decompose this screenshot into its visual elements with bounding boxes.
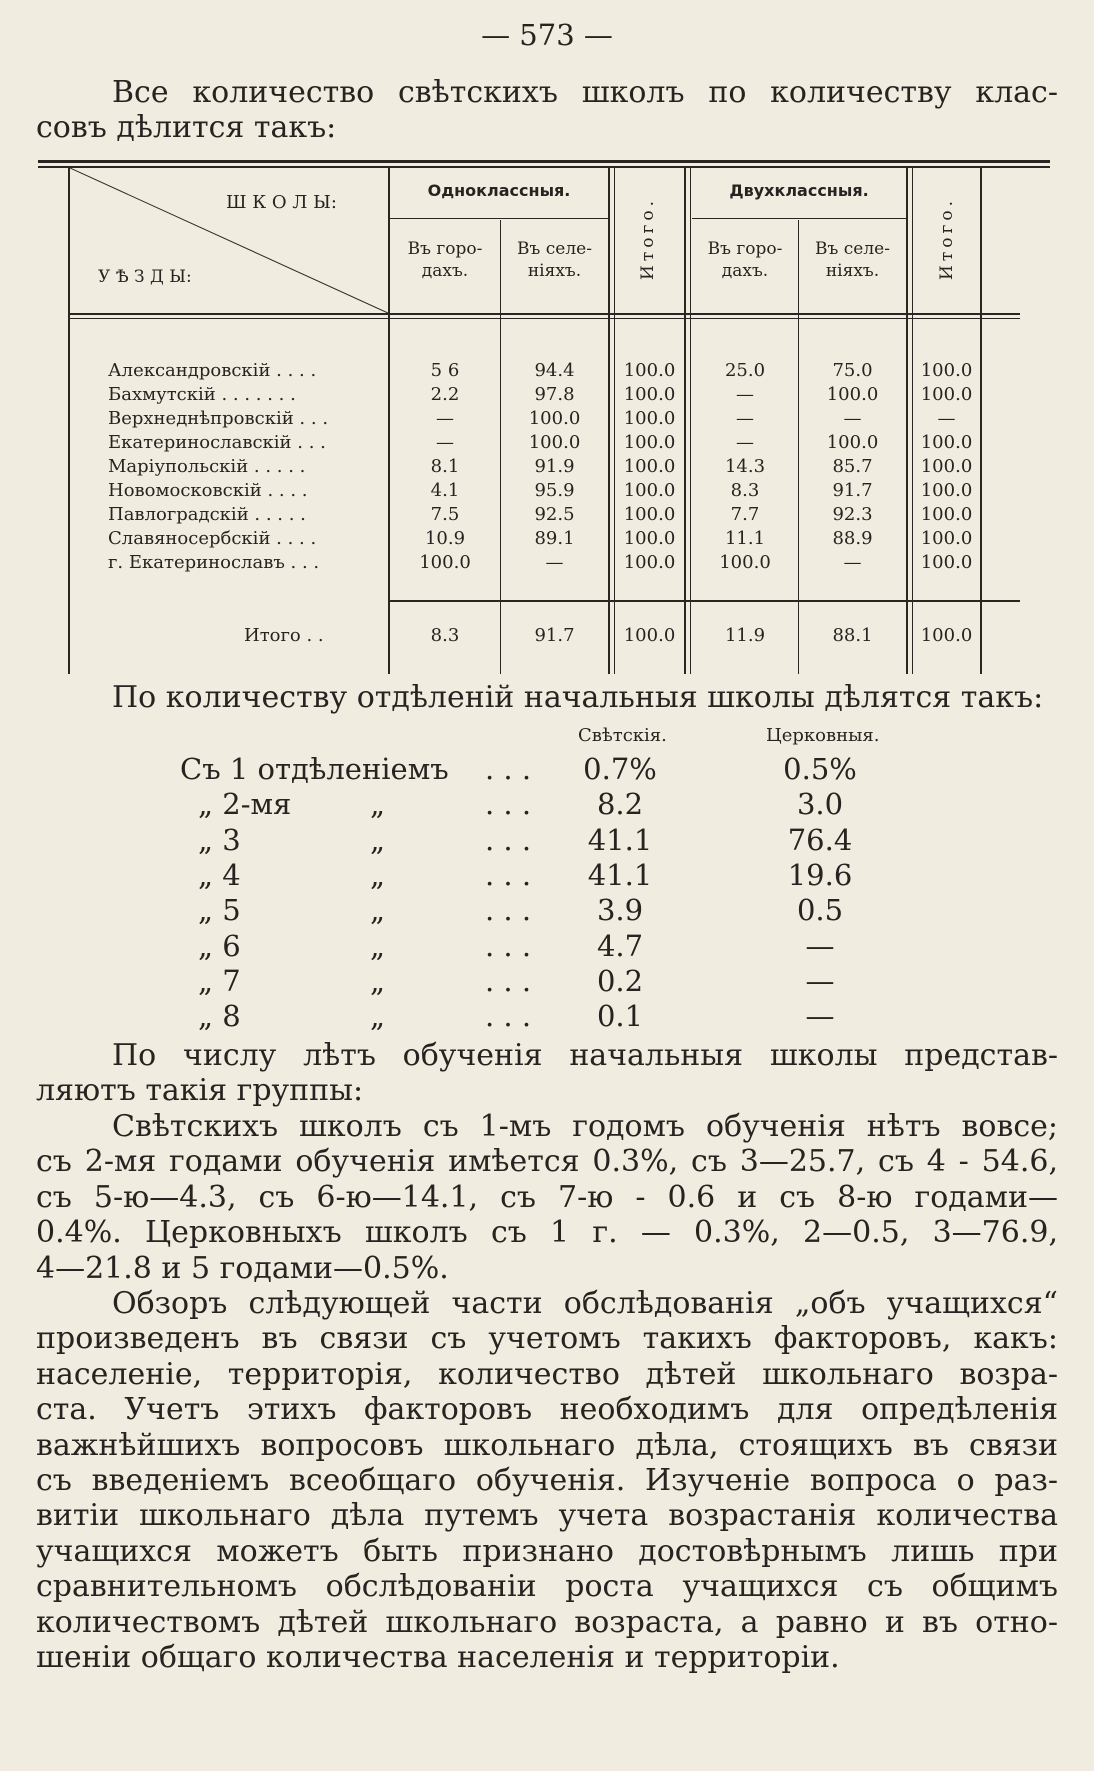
text-line: важнѣйшихъ вопросовъ школьнаго дѣла, стоящихъ въ связи: [36, 1427, 1058, 1463]
secular-value: 41.1: [587, 858, 653, 892]
secular-value: 41.1: [587, 823, 653, 857]
header-line: Въ горо-: [407, 239, 483, 259]
table-cell: 100.0: [920, 384, 973, 405]
ditto-mark: „: [370, 893, 386, 927]
district-name: Бахмутскій . . . . . . .: [108, 384, 296, 405]
text-line: количествомъ дѣтей школьнаго возраста, а равно и въ отно-: [36, 1604, 1058, 1640]
district-name: Маріупольскій . . . . .: [108, 456, 306, 477]
leader-dots: . . .: [485, 999, 532, 1033]
table-cell: 8.3: [430, 625, 460, 646]
header-line: Въ селе-: [517, 239, 592, 259]
header-line: ніяхъ.: [825, 261, 880, 281]
secular-value: 0.2: [596, 964, 644, 998]
dept-row-label: Съ 1 отдѣленіемъ: [180, 752, 449, 786]
secular-value: 8.2: [596, 787, 644, 821]
district-name: Новомосковскій . . . .: [108, 480, 308, 501]
ditto-mark: „: [370, 858, 386, 892]
table-cell: 95.9: [534, 480, 575, 501]
leader-dots: . . .: [485, 893, 532, 927]
table-cell: —: [736, 408, 754, 429]
text-line: съ 2-мя годами обученія имѣется 0.3%, съ 3—25.7, съ 4 - 54.6,: [36, 1144, 1058, 1180]
dept-row-label: „ 7: [198, 964, 241, 998]
table-cell: —: [736, 384, 754, 405]
years-paragraph: [36, 1109, 1058, 1286]
header-line: дахъ.: [721, 261, 769, 281]
leader-dots: . . .: [485, 752, 532, 786]
table-cell: 100.0: [623, 528, 676, 549]
ditto-mark: „: [370, 787, 386, 821]
total-row-label: Итого . .: [244, 625, 324, 646]
table-cell: 100.0: [623, 504, 676, 525]
table-cell: 5 6: [430, 360, 460, 381]
text-line: ста. Учетъ этихъ факторовъ необходимъ для опредѣленія: [36, 1392, 1058, 1428]
text-line: витіи школьнаго дѣла путемъ учета возрастанія количества: [36, 1498, 1058, 1534]
text-line: Обзоръ слѣдующей части обслѣдованія „объ учащихся“: [112, 1286, 1058, 1321]
table-cell: 100.0: [623, 408, 676, 429]
church-value: 19.6: [787, 858, 853, 892]
header-villages: [501, 238, 608, 282]
header-line: дахъ.: [421, 261, 469, 281]
table-cell: 100.0: [419, 552, 471, 573]
header-towns-2: [692, 238, 798, 282]
leader-dots: . . .: [485, 787, 532, 821]
text-line: 0.4%. Церковныхъ школъ съ 1 г. — 0.3%, 2—0.5, 3—76.9,: [36, 1215, 1058, 1251]
header-total-1: Итого.: [638, 196, 658, 280]
church-value: —: [805, 929, 835, 963]
table-cell: —: [843, 408, 862, 429]
church-value: 0.5: [796, 893, 844, 927]
corner-districts-label: У Ѣ З Д Ы:: [98, 267, 192, 287]
table-cell: 100.0: [920, 504, 973, 525]
secular-value: 3.9: [596, 893, 644, 927]
group-label: Двухклассныя.: [729, 181, 869, 200]
table-cell: 100.0: [623, 480, 676, 501]
table-cell: 92.5: [534, 504, 575, 525]
col-church-header: Церковныя.: [766, 725, 880, 746]
table-cell: 100.0: [920, 625, 973, 646]
district-name: Славяносербскій . . . .: [108, 528, 317, 549]
church-value: 0.5%: [783, 752, 857, 786]
table-cell: 100.0: [920, 456, 973, 477]
table-cell: 91.7: [832, 480, 873, 501]
dept-row-label: „ 4: [198, 858, 241, 892]
corner-schools-label: Ш К О Л Ы:: [226, 192, 337, 213]
table-cell: 75.0: [832, 360, 873, 381]
text-line: шеніи общаго количества населенія и территоріи.: [36, 1639, 840, 1675]
secular-value: 0.1: [596, 999, 644, 1033]
dept-row-label: „ 8: [198, 999, 241, 1033]
table-cell: 11.1: [724, 528, 766, 549]
text-line: населеніе, территорія, количество дѣтей школьнаго возра-: [36, 1356, 1058, 1392]
ditto-mark: „: [370, 823, 386, 857]
text-line: По числу лѣтъ обученія начальныя школы представ-: [112, 1038, 1058, 1073]
survey-paragraph: [36, 1286, 1058, 1675]
table-cell: —: [436, 432, 454, 453]
table-cell: 100.0: [920, 432, 973, 453]
table-cell: 100.0: [920, 480, 973, 501]
text-line: съ введеніемъ всеобщаго обученія. Изученіе вопроса о раз-: [36, 1462, 1058, 1498]
district-name: Александровскій . . . .: [108, 360, 317, 381]
dept-row-label: „ 2-мя: [198, 787, 292, 821]
secular-value: 4.7: [596, 929, 644, 963]
leader-dots: . . .: [485, 823, 532, 857]
years-intro-paragraph: [36, 1038, 1058, 1109]
text-line: Все количество свѣтскихъ школъ по количеству клас-: [112, 75, 1058, 110]
district-name: г. Екатеринославъ . . .: [108, 552, 320, 573]
table-cell: 88.9: [832, 528, 873, 549]
table-cell: 14.3: [724, 456, 766, 477]
table-cell: 7.5: [430, 504, 460, 525]
ditto-mark: „: [370, 964, 386, 998]
leader-dots: . . .: [485, 929, 532, 963]
header-line: Въ горо-: [707, 239, 783, 259]
header-towns: [390, 238, 500, 282]
text-line: 4—21.8 и 5 годами—0.5%.: [36, 1250, 449, 1286]
table-cell: 100.0: [623, 625, 676, 646]
text-line: ляютъ такія группы:: [36, 1073, 364, 1109]
text-line: учащихся можетъ быть признано достовѣрнымъ лишь при: [36, 1533, 1058, 1569]
district-name: Верхнеднѣпровскій . . .: [108, 408, 329, 429]
schools-by-class-table: [38, 160, 1050, 674]
table-cell: 100.0: [920, 552, 973, 573]
group-label: Одноклассныя.: [427, 181, 571, 200]
secular-value: 0.7%: [583, 752, 657, 786]
table-cell: 4.1: [430, 480, 460, 501]
ditto-mark: „: [370, 999, 386, 1033]
church-value: —: [805, 964, 835, 998]
col-secular-header: Свѣтскія.: [578, 725, 667, 746]
dept-row-label: „ 3: [198, 823, 241, 857]
table-cell: —: [736, 432, 754, 453]
table-cell: 100.0: [528, 408, 581, 429]
dept-row-label: „ 6: [198, 929, 241, 963]
header-villages-2: [799, 238, 906, 282]
header-total-2: Итого.: [937, 196, 957, 280]
table-cell: 100.0: [920, 528, 973, 549]
table-cell: 10.9: [424, 528, 466, 549]
corner-diagonal: [70, 168, 388, 313]
table-cell: 94.4: [534, 360, 575, 381]
table-cell: 85.7: [832, 456, 873, 477]
table-cell: 100.0: [623, 360, 676, 381]
table-cell: 89.1: [534, 528, 575, 549]
table-cell: 92.3: [832, 504, 873, 525]
table-cell: 100.0: [528, 432, 581, 453]
table-cell: 8.1: [430, 456, 460, 477]
header-line: Въ селе-: [815, 239, 890, 259]
table-cell: 100.0: [920, 360, 973, 381]
table-cell: —: [937, 408, 956, 429]
ditto-mark: „: [370, 929, 386, 963]
table-cell: 2.2: [430, 384, 460, 405]
text-line: произведенъ въ связи съ учетомъ такихъ факторовъ, какъ:: [36, 1321, 1058, 1357]
text-line: съ 5-ю—4.3, съ 6-ю—14.1, съ 7-ю - 0.6 и съ 8-ю годами—: [36, 1179, 1058, 1215]
table-cell: 100.0: [826, 384, 879, 405]
table-cell: 88.1: [832, 625, 873, 646]
church-value: —: [805, 999, 835, 1033]
group-one-class-header: [390, 180, 608, 202]
table-cell: 25.0: [724, 360, 766, 381]
table-cell: 100.0: [623, 384, 676, 405]
text-line: Свѣтскихъ школъ съ 1-мъ годомъ обученія нѣтъ вовсе;: [112, 1109, 1058, 1144]
table-cell: —: [545, 552, 564, 573]
church-value: 76.4: [787, 823, 853, 857]
table-cell: 8.3: [730, 480, 760, 501]
table-cell: 11.9: [724, 625, 766, 646]
table-cell: —: [436, 408, 454, 429]
table-cell: —: [843, 552, 862, 573]
table-cell: 100.0: [623, 456, 676, 477]
dept-row-label: „ 5: [198, 893, 241, 927]
header-line: ніяхъ.: [527, 261, 582, 281]
departments-intro: По количеству отдѣленій начальныя школы дѣлятся такъ:: [112, 680, 1044, 715]
table-cell: 7.7: [730, 504, 760, 525]
text-line: сравнительномъ обслѣдованіи роста учащихся съ общимъ: [36, 1569, 1058, 1605]
table-cell: 100.0: [623, 552, 676, 573]
table-cell: 91.9: [534, 456, 575, 477]
table-cell: 100.0: [826, 432, 879, 453]
district-name: Павлоградскій . . . . .: [108, 504, 306, 525]
page-number: — 573 —: [481, 18, 613, 52]
table-cell: 100.0: [719, 552, 771, 573]
leader-dots: . . .: [485, 964, 532, 998]
table-cell: 97.8: [534, 384, 575, 405]
leader-dots: . . .: [485, 858, 532, 892]
text-line: совъ дѣлится такъ:: [36, 110, 337, 146]
district-name: Екатеринославскій . . .: [108, 432, 326, 453]
church-value: 3.0: [796, 787, 844, 821]
table-cell: 91.7: [534, 625, 575, 646]
group-two-class-header: [692, 180, 906, 202]
intro-paragraph: [36, 75, 1058, 146]
table-cell: 100.0: [623, 432, 676, 453]
